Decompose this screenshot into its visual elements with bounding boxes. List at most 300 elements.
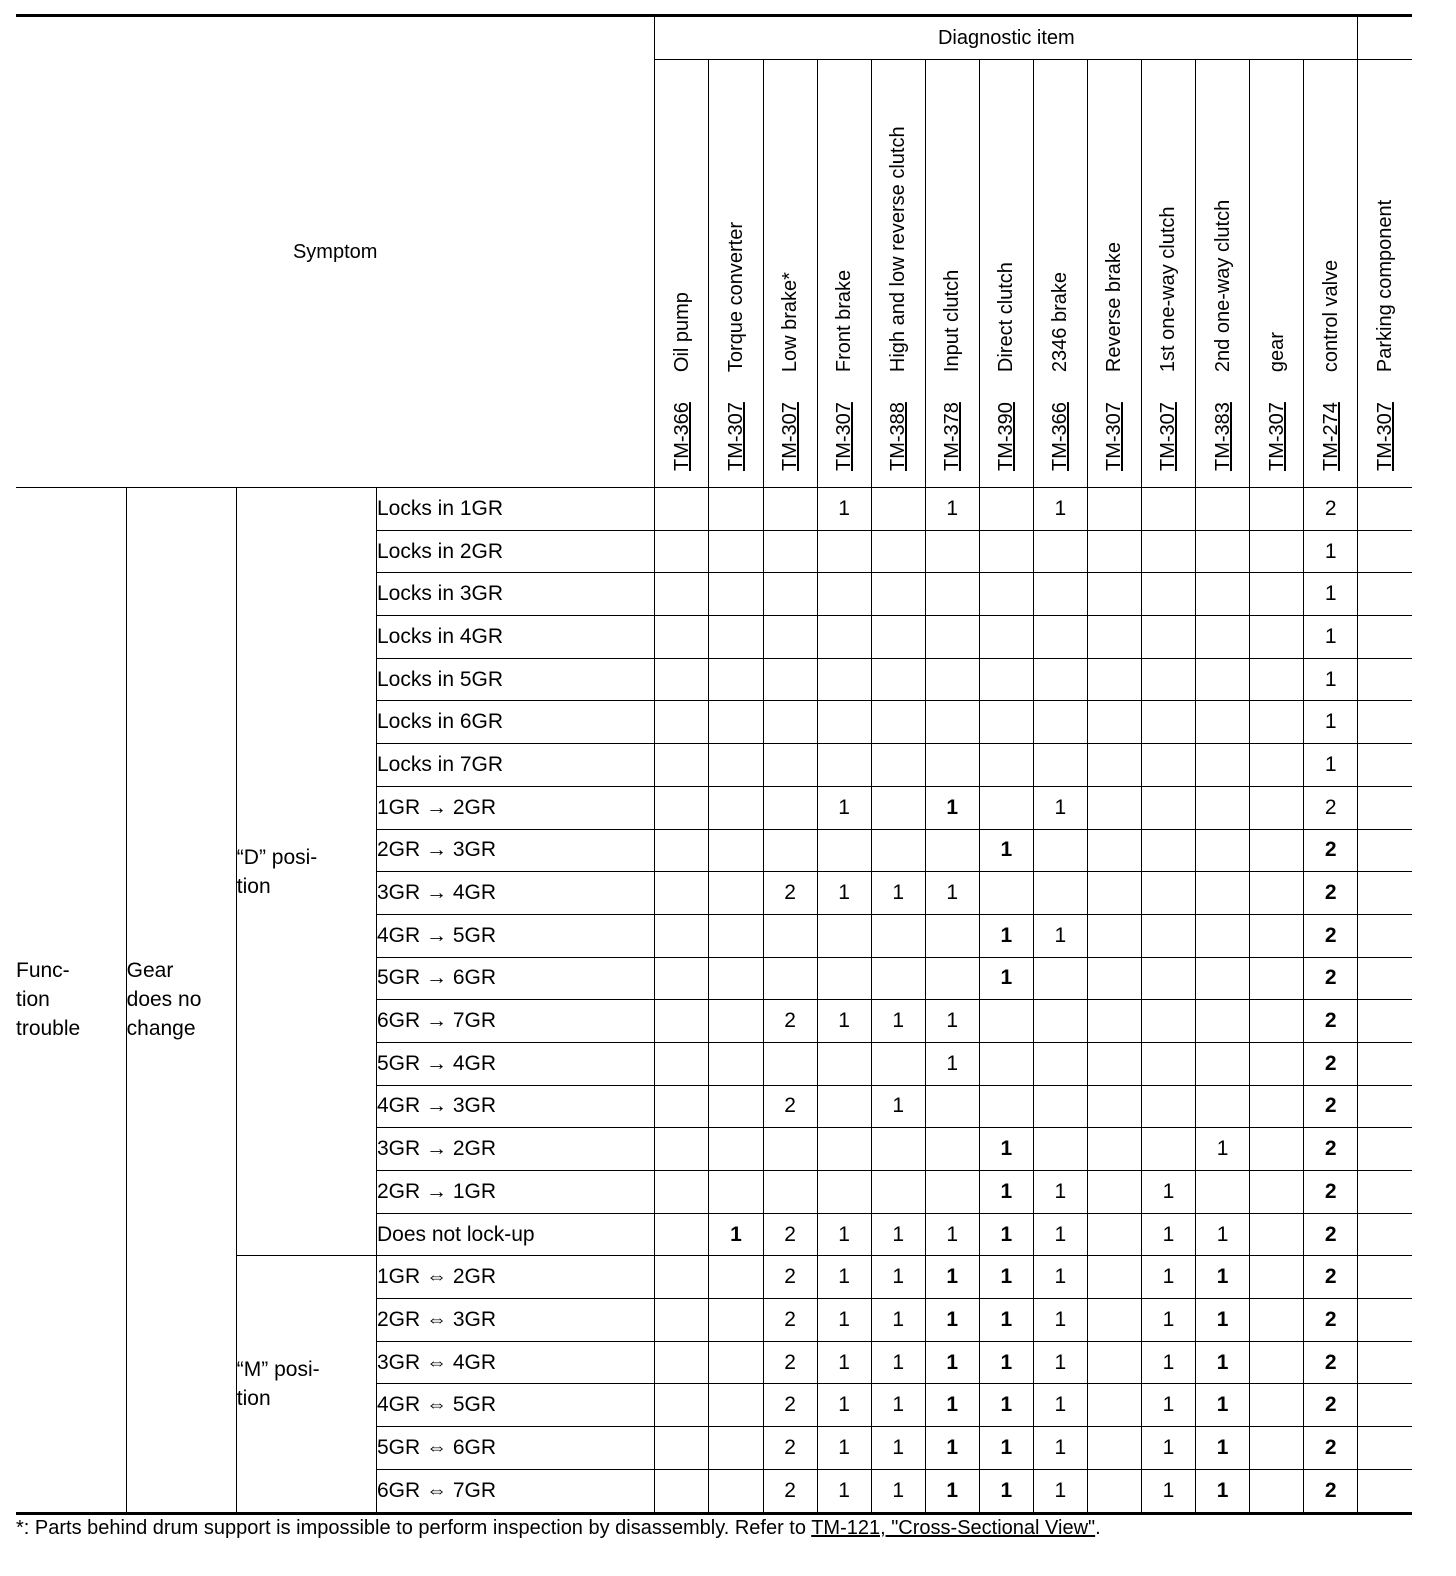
priority-cell [1250,701,1304,744]
column-ref-link[interactable]: TM-366 [1049,402,1072,471]
priority-cell [979,786,1033,829]
priority-cell: 2 [1304,829,1358,872]
priority-cell: 1 [817,1469,871,1513]
column-header [1141,60,1195,488]
diagnostic-table-container [16,14,1412,1515]
priority-cell [655,616,709,659]
priority-cell: 1 [871,1085,925,1128]
priority-cell [655,1000,709,1043]
priority-cell [1250,1384,1304,1427]
priority-cell: 1 [871,1256,925,1299]
column-header [1033,60,1087,488]
priority-cell [763,530,817,573]
priority-cell [1358,530,1412,573]
priority-cell: 1 [1304,658,1358,701]
priority-cell [1358,1085,1412,1128]
priority-cell [1250,957,1304,1000]
priority-cell [709,957,763,1000]
category-m-position-line: “M” posi- [236,1357,320,1381]
priority-cell [1196,1085,1250,1128]
priority-cell [1196,488,1250,531]
column-header [817,60,871,488]
priority-cell: 1 [1033,1427,1087,1470]
priority-cell [817,1171,871,1214]
priority-cell [655,658,709,701]
priority-cell [1033,1000,1087,1043]
priority-cell [1358,957,1412,1000]
priority-cell [655,1213,709,1256]
priority-cell [925,530,979,573]
priority-cell: 1 [1141,1384,1195,1427]
priority-cell: 1 [1196,1213,1250,1256]
column-name: Reverse brake [1103,242,1126,373]
priority-cell [655,1128,709,1171]
priority-cell [709,1469,763,1513]
column-ref-link[interactable]: TM-307 [1157,402,1180,471]
priority-cell [1087,488,1141,531]
priority-cell [1141,616,1195,659]
priority-cell [763,1128,817,1171]
priority-cell [763,616,817,659]
priority-cell: 2 [1304,1042,1358,1085]
priority-cell: 1 [709,1213,763,1256]
priority-cell [871,744,925,787]
priority-cell [655,1042,709,1085]
priority-cell [1196,1171,1250,1214]
priority-cell [979,616,1033,659]
priority-cell [1087,1384,1141,1427]
priority-cell: 2 [1304,786,1358,829]
priority-cell: 2 [1304,1469,1358,1513]
column-ref-link[interactable]: TM-274 [1319,402,1342,471]
symptom-label: 5GR → 6GR [376,957,654,1000]
priority-cell [655,1171,709,1214]
category-d-position-line: “D” posi- [236,845,318,869]
priority-cell: 2 [763,1384,817,1427]
priority-cell [709,1299,763,1342]
priority-cell: 1 [1304,573,1358,616]
column-ref-link[interactable]: TM-366 [670,402,693,471]
column-name: 2346 brake [1049,272,1072,373]
priority-cell: 1 [1196,1384,1250,1427]
priority-cell: 1 [1033,488,1087,531]
category-m-position-line: tion [236,1386,271,1410]
priority-cell [871,488,925,531]
priority-cell [1358,488,1412,531]
symptom-label: 1GR → 2GR [376,786,654,829]
priority-cell [655,1256,709,1299]
priority-cell: 1 [925,1341,979,1384]
priority-cell: 1 [979,829,1033,872]
priority-cell [709,658,763,701]
priority-cell [817,829,871,872]
priority-cell [817,701,871,744]
priority-cell: 1 [1196,1299,1250,1342]
priority-cell [1250,1427,1304,1470]
table-body [16,488,1412,1514]
priority-cell [1087,829,1141,872]
priority-cell [1087,1171,1141,1214]
priority-cell: 1 [925,1000,979,1043]
priority-cell: 2 [1304,1256,1358,1299]
priority-cell [817,616,871,659]
symptom-label: 2GR ⇔ 3GR [376,1299,654,1342]
priority-cell [817,914,871,957]
priority-cell [1250,1085,1304,1128]
priority-cell [1358,1384,1412,1427]
priority-cell: 1 [1196,1128,1250,1171]
priority-cell [1141,1085,1195,1128]
priority-cell [1141,488,1195,531]
priority-cell [1250,786,1304,829]
priority-cell [1033,957,1087,1000]
priority-cell [925,701,979,744]
priority-cell [871,573,925,616]
priority-cell: 1 [979,1469,1033,1513]
priority-cell [979,530,1033,573]
symptom-label: 6GR → 7GR [376,1000,654,1043]
priority-cell [709,1085,763,1128]
priority-cell [655,744,709,787]
priority-cell [1250,914,1304,957]
priority-cell [1358,744,1412,787]
priority-cell [1250,488,1304,531]
column-name: Direct clutch [995,262,1018,373]
priority-cell [655,872,709,915]
priority-cell: 2 [1304,1085,1358,1128]
column-header [709,60,763,488]
priority-cell: 1 [979,957,1033,1000]
priority-cell [1087,1256,1141,1299]
priority-cell: 1 [871,1469,925,1513]
priority-cell [1250,1000,1304,1043]
priority-cell: 1 [871,1427,925,1470]
priority-cell [763,488,817,531]
diagnostic-item-header: Diagnostic item [655,16,1358,60]
column-ref-link[interactable]: TM-307 [779,402,802,471]
priority-cell: 1 [817,1427,871,1470]
category-gear-no-change [126,488,236,1514]
column-header [1250,60,1304,488]
priority-cell: 1 [979,914,1033,957]
symptom-label: 2GR → 3GR [376,829,654,872]
priority-cell [763,701,817,744]
priority-cell: 2 [1304,957,1358,1000]
footnote [16,1517,1101,1540]
priority-cell [763,1042,817,1085]
priority-cell: 1 [1304,616,1358,659]
category-gear-no-change-line: change [126,1017,196,1041]
priority-cell: 2 [1304,1213,1358,1256]
priority-cell: 1 [925,786,979,829]
priority-cell: 2 [763,1469,817,1513]
priority-cell [1087,914,1141,957]
priority-cell [709,786,763,829]
column-name: Low brake* [779,272,802,373]
priority-cell [871,616,925,659]
priority-cell [1250,744,1304,787]
priority-cell: 1 [979,1128,1033,1171]
priority-cell [1358,914,1412,957]
category-function-trouble-line: trouble [16,1017,81,1041]
column-header [871,60,925,488]
priority-cell [871,658,925,701]
priority-cell [655,701,709,744]
category-m-position [236,1256,376,1513]
priority-cell [1087,744,1141,787]
priority-cell: 2 [1304,1171,1358,1214]
priority-cell [1250,616,1304,659]
priority-cell [1358,1256,1412,1299]
priority-cell [1250,530,1304,573]
priority-cell [1141,701,1195,744]
column-header [979,60,1033,488]
priority-cell: 2 [1304,914,1358,957]
priority-cell: 2 [763,1299,817,1342]
priority-cell [1087,1128,1141,1171]
priority-cell [1141,744,1195,787]
priority-cell [979,1000,1033,1043]
priority-cell [1087,701,1141,744]
priority-cell [925,1128,979,1171]
priority-cell: 1 [925,488,979,531]
column-name: Oil pump [670,292,693,373]
column-ref-link[interactable]: TM-390 [995,402,1018,471]
priority-cell [655,1085,709,1128]
priority-cell [871,829,925,872]
priority-cell [709,1341,763,1384]
priority-cell [1087,1341,1141,1384]
priority-cell [709,1256,763,1299]
column-ref-link[interactable]: TM-307 [1374,402,1397,471]
symptom-label: Does not lock-up [376,1213,654,1256]
priority-cell: 1 [871,1000,925,1043]
priority-cell: 1 [979,1427,1033,1470]
column-ref-link[interactable]: TM-307 [1265,402,1288,471]
symptom-label: 4GR ⇔ 5GR [376,1384,654,1427]
column-name: High and low reverse clutch [887,126,910,373]
column-ref-link[interactable]: TM-378 [941,402,964,471]
priority-cell: 1 [817,872,871,915]
priority-cell [1141,957,1195,1000]
symptom-label: 5GR → 4GR [376,1042,654,1085]
symptom-label: 3GR → 2GR [376,1128,654,1171]
priority-cell: 2 [1304,872,1358,915]
priority-cell [1033,701,1087,744]
priority-cell [817,744,871,787]
priority-cell [1033,1128,1087,1171]
priority-cell [655,1427,709,1470]
priority-cell [1250,1171,1304,1214]
priority-cell [1196,616,1250,659]
priority-cell [1087,872,1141,915]
priority-cell [871,701,925,744]
priority-cell [1141,658,1195,701]
column-name: Torque converter [724,222,747,373]
priority-cell [1087,658,1141,701]
priority-cell [709,488,763,531]
priority-cell [1141,1000,1195,1043]
priority-cell [1358,829,1412,872]
column-ref-link[interactable]: TM-307 [833,402,856,471]
priority-cell: 2 [763,872,817,915]
category-function-trouble-line: tion [16,988,50,1012]
priority-cell: 2 [1304,1427,1358,1470]
priority-cell [1033,872,1087,915]
priority-cell: 1 [1141,1341,1195,1384]
symptom-label: Locks in 5GR [376,658,654,701]
priority-cell [1196,701,1250,744]
priority-cell [1087,1085,1141,1128]
priority-cell [709,1171,763,1214]
priority-cell [655,488,709,531]
priority-cell [817,658,871,701]
priority-cell [979,658,1033,701]
priority-cell: 1 [817,1341,871,1384]
column-ref-link[interactable]: TM-307 [1103,402,1126,471]
priority-cell [1087,530,1141,573]
priority-cell: 2 [763,1000,817,1043]
priority-cell [1087,786,1141,829]
column-ref-link[interactable]: TM-307 [724,402,747,471]
priority-cell [1358,658,1412,701]
priority-cell [817,957,871,1000]
priority-cell: 1 [979,1384,1033,1427]
footnote-text: *: Parts behind drum support is impossible to perform inspection by disassembly. Refer to [16,1517,812,1539]
column-name: gear [1265,332,1288,373]
priority-cell [709,573,763,616]
priority-cell [709,829,763,872]
priority-cell [1087,1213,1141,1256]
priority-cell [1196,957,1250,1000]
priority-cell: 2 [1304,1000,1358,1043]
priority-cell [1141,530,1195,573]
priority-cell [1196,914,1250,957]
priority-cell [1196,872,1250,915]
priority-cell [1196,744,1250,787]
priority-cell [1196,829,1250,872]
priority-cell [763,1171,817,1214]
column-name: control valve [1319,259,1342,373]
priority-cell [763,744,817,787]
priority-cell: 1 [1196,1427,1250,1470]
priority-cell: 1 [979,1341,1033,1384]
priority-cell [1250,829,1304,872]
symptom-header: Symptom [16,16,655,488]
category-gear-no-change-line: Gear [126,959,174,983]
priority-cell: 2 [763,1213,817,1256]
priority-cell [1033,658,1087,701]
priority-cell [763,957,817,1000]
priority-cell [871,1128,925,1171]
priority-cell: 1 [1141,1256,1195,1299]
priority-cell [1358,1469,1412,1513]
priority-cell: 1 [1141,1427,1195,1470]
priority-cell [1358,1128,1412,1171]
diagnostic-item-header-extra [1358,16,1412,60]
priority-cell [1033,744,1087,787]
priority-cell: 1 [1141,1299,1195,1342]
priority-cell: 2 [1304,1128,1358,1171]
priority-cell [1250,1256,1304,1299]
symptom-label: Locks in 1GR [376,488,654,531]
column-ref-link[interactable]: TM-388 [887,402,910,471]
priority-cell: 2 [1304,488,1358,531]
priority-cell [871,914,925,957]
priority-cell [817,1085,871,1128]
priority-cell [655,573,709,616]
category-d-position-line: tion [236,874,271,898]
priority-cell [925,616,979,659]
priority-cell [1358,1213,1412,1256]
priority-cell [1358,701,1412,744]
priority-cell [979,744,1033,787]
priority-cell: 1 [925,1469,979,1513]
priority-cell: 1 [979,1299,1033,1342]
priority-cell [709,1128,763,1171]
priority-cell [763,829,817,872]
priority-cell: 1 [817,1384,871,1427]
priority-cell: 1 [1141,1171,1195,1214]
priority-cell: 1 [1033,1171,1087,1214]
priority-cell: 1 [1196,1469,1250,1513]
priority-cell: 1 [817,1256,871,1299]
priority-cell: 1 [1196,1256,1250,1299]
symptom-label: 6GR ⇔ 7GR [376,1469,654,1513]
category-gear-no-change-line: does no [126,988,202,1012]
priority-cell [1250,573,1304,616]
priority-cell: 1 [1033,1341,1087,1384]
priority-cell: 1 [925,1299,979,1342]
column-ref-link[interactable]: TM-383 [1211,402,1234,471]
priority-cell [1141,1128,1195,1171]
priority-cell: 1 [1033,1256,1087,1299]
priority-cell [655,530,709,573]
priority-cell: 2 [763,1341,817,1384]
priority-cell [1141,573,1195,616]
priority-cell: 2 [1304,1341,1358,1384]
priority-cell: 1 [871,1299,925,1342]
priority-cell: 1 [925,1213,979,1256]
priority-cell [709,1384,763,1427]
footnote-link[interactable]: TM-121, "Cross-Sectional View" [811,1517,1096,1539]
symptom-label: Locks in 7GR [376,744,654,787]
priority-cell [655,1299,709,1342]
priority-cell [871,786,925,829]
column-name: Parking component [1374,199,1397,373]
priority-cell: 2 [763,1085,817,1128]
priority-cell [1033,1042,1087,1085]
priority-cell [1250,658,1304,701]
priority-cell [709,530,763,573]
priority-cell [655,829,709,872]
priority-cell: 1 [1304,701,1358,744]
priority-cell [1196,530,1250,573]
priority-cell [1250,872,1304,915]
priority-cell [1087,1000,1141,1043]
priority-cell [1087,1042,1141,1085]
symptom-label: 3GR → 4GR [376,872,654,915]
priority-cell [925,573,979,616]
priority-cell [925,1085,979,1128]
priority-cell [925,829,979,872]
priority-cell [1250,1341,1304,1384]
priority-cell [1141,914,1195,957]
priority-cell: 1 [1033,786,1087,829]
priority-cell: 1 [1141,1469,1195,1513]
symptom-label: Locks in 4GR [376,616,654,659]
priority-cell [1196,1042,1250,1085]
